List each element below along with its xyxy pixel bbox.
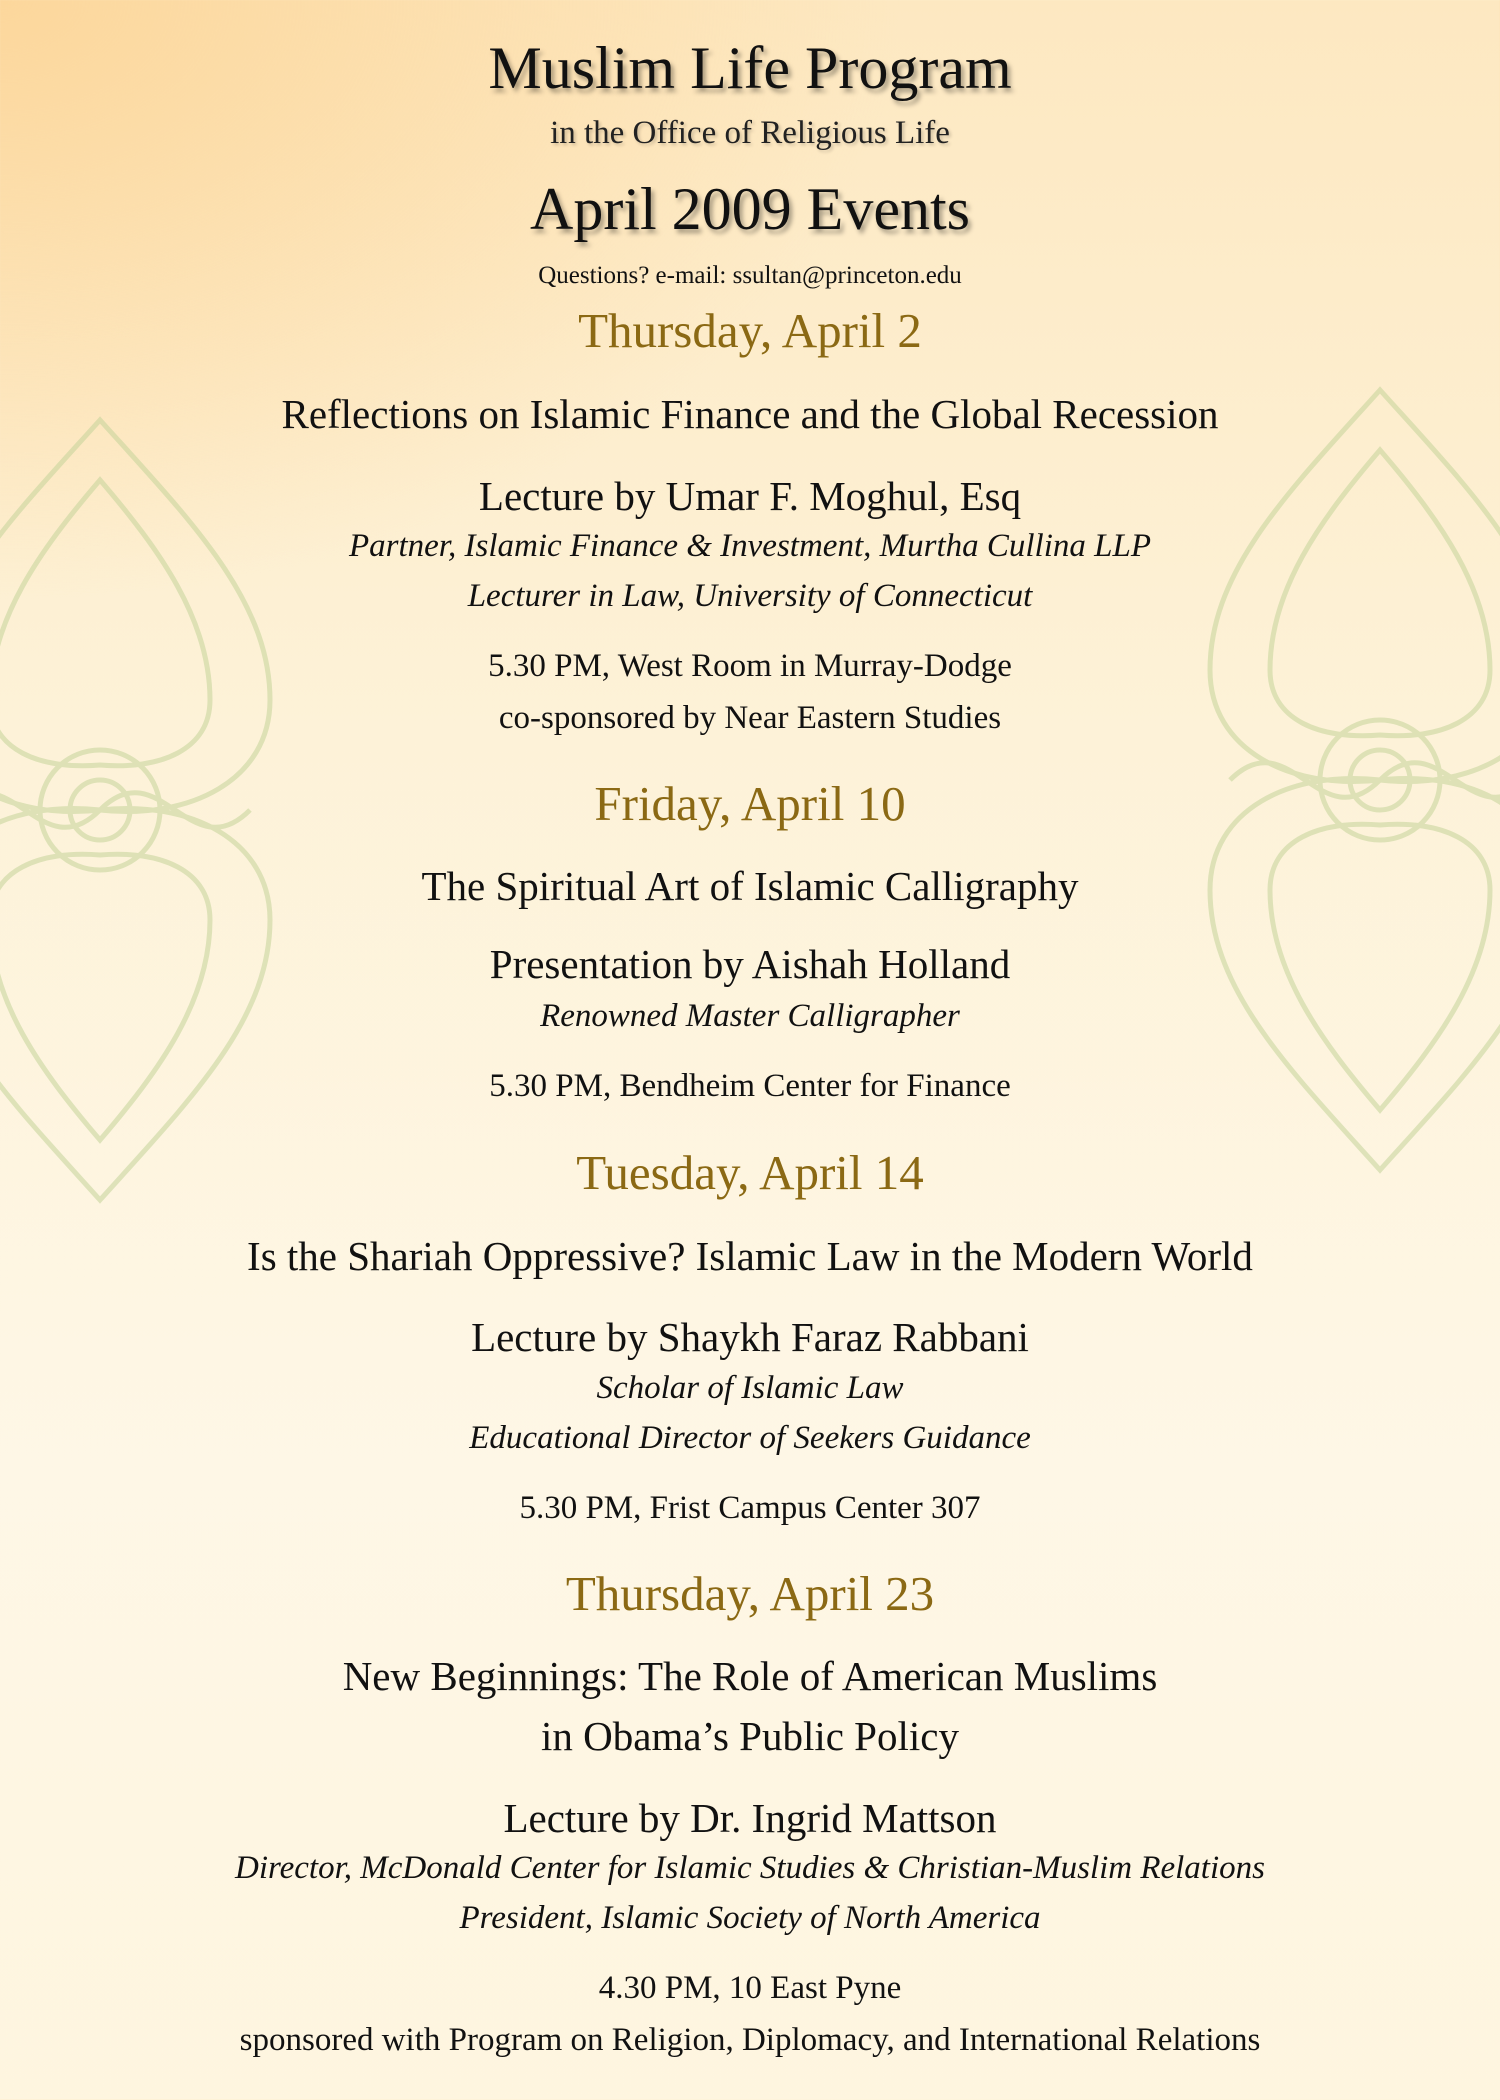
event-time-location: 5.30 PM, Bendheim Center for Finance — [489, 1068, 1011, 1104]
contact-email: Questions? e-mail: ssultan@princeton.edu — [538, 262, 962, 289]
speaker-role: Scholar of Islamic Law — [596, 1370, 904, 1406]
speaker-role: Director, McDonald Center for Islamic Studies & Christian-Muslim Relations — [235, 1850, 1265, 1886]
speaker-role: Partner, Islamic Finance & Investment, Murtha Cullina LLP — [348, 528, 1151, 564]
speaker-role: Lecturer in Law, University of Connecticut — [467, 578, 1033, 614]
event-time-location: 4.30 PM, 10 East Pyne — [598, 1970, 902, 2006]
speaker-role: Educational Director of Seekers Guidance — [469, 1420, 1031, 1456]
event-time-location: 5.30 PM, Frist Campus Center 307 — [519, 1490, 981, 1526]
program-title: Muslim Life Program — [488, 35, 1012, 101]
event-title-line-2: in Obama’s Public Policy — [541, 1713, 959, 1759]
event-speaker: Lecture by Umar F. Moghul, Esq — [478, 473, 1022, 519]
event-speaker: Presentation by Aishah Holland — [489, 941, 1011, 987]
event-time-location: 5.30 PM, West Room in Murray-Dodge — [488, 648, 1012, 684]
month-title: April 2009 Events — [530, 176, 970, 242]
speaker-role: President, Islamic Society of North America — [459, 1900, 1041, 1936]
event-speaker: Lecture by Shaykh Faraz Rabbani — [471, 1314, 1029, 1360]
event-title: New Beginnings: The Role of American Muslims — [342, 1653, 1158, 1699]
speaker-role: Renowned Master Calligrapher — [540, 998, 960, 1034]
event-sponsor: co-sponsored by Near Eastern Studies — [498, 700, 1002, 736]
event-speaker: Lecture by Dr. Ingrid Mattson — [503, 1795, 997, 1841]
event-date: Friday, April 10 — [594, 776, 906, 831]
event-date: Thursday, April 2 — [578, 303, 922, 358]
event-date: Tuesday, April 14 — [576, 1145, 924, 1200]
event-sponsor: sponsored with Program on Religion, Diplomacy, and International Relations — [239, 2022, 1261, 2058]
office-subtitle: in the Office of Religious Life — [550, 115, 950, 151]
event-title: The Spiritual Art of Islamic Calligraphy — [421, 863, 1079, 909]
event-title: Reflections on Islamic Finance and the Global Recession — [281, 391, 1219, 437]
event-date: Thursday, April 23 — [565, 1566, 935, 1621]
event-title: Is the Shariah Oppressive? Islamic Law in the Modern World — [247, 1233, 1253, 1279]
